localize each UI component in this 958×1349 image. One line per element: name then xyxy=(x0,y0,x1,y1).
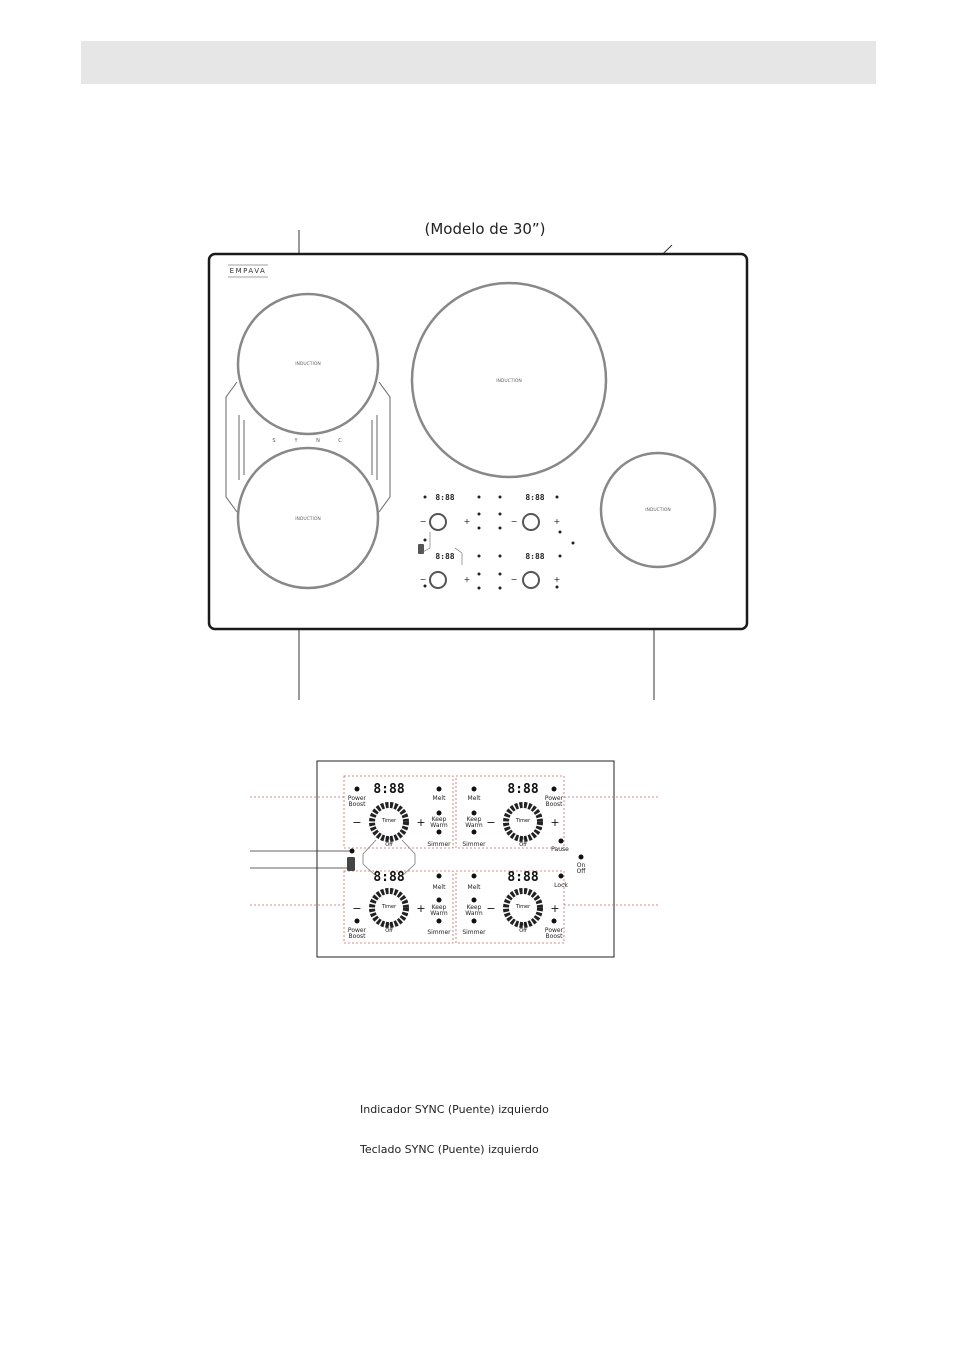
on-label: On xyxy=(385,922,393,928)
zone-label: INDUCTION xyxy=(295,362,321,367)
melt-label: Melt xyxy=(432,795,446,802)
melt-button[interactable] xyxy=(437,874,442,879)
power-boost-label: Power xyxy=(544,927,564,934)
mini-display: 8:88 xyxy=(435,493,455,502)
power-boost-button[interactable] xyxy=(355,919,360,924)
brand-text: EMPAVA xyxy=(229,267,267,275)
timer-label: Timer xyxy=(515,904,531,910)
off-label: Off xyxy=(576,868,586,875)
plus-button[interactable]: + xyxy=(416,902,426,915)
sync-letter: Y xyxy=(294,438,298,444)
on-label: On xyxy=(519,922,527,928)
melt-label: Melt xyxy=(432,884,446,891)
simmer-label: Simmer xyxy=(427,841,451,848)
power-boost-button[interactable] xyxy=(552,787,557,792)
on-label: On xyxy=(576,862,586,869)
svg-text:+: + xyxy=(553,517,561,526)
power-boost-label: Power xyxy=(347,927,367,934)
model-title: (Modelo de 30”) xyxy=(424,220,546,238)
keep-warm-label: Warm xyxy=(430,910,448,917)
sync-letter: S xyxy=(272,438,276,444)
power-boost-label: Power xyxy=(544,795,564,802)
power-boost-label: Boost xyxy=(348,933,366,940)
simmer-button[interactable] xyxy=(472,830,477,835)
keep-warm-label: Keep xyxy=(466,816,482,823)
timer-display: 8:88 xyxy=(373,782,405,797)
off-label: Off xyxy=(519,842,527,848)
keep-warm-label: Keep xyxy=(431,816,447,823)
simmer-button[interactable] xyxy=(437,830,442,835)
sync-indicator-dot xyxy=(350,849,355,854)
timer-label: Timer xyxy=(381,818,397,824)
svg-text:−: − xyxy=(419,517,427,526)
simmer-label: Simmer xyxy=(462,929,486,936)
sync-keypad[interactable] xyxy=(347,857,355,871)
sync-letter: C xyxy=(338,438,342,444)
power-boost-button[interactable] xyxy=(355,787,360,792)
zone-label: INDUCTION xyxy=(645,508,671,513)
keep-warm-button[interactable] xyxy=(472,898,477,903)
timer-display: 8:88 xyxy=(507,782,539,797)
note-sync-indicator: Indicador SYNC (Puente) izquierdo xyxy=(360,1103,549,1116)
minus-button[interactable]: − xyxy=(486,902,496,915)
svg-text:+: + xyxy=(463,575,471,584)
off-label: Off xyxy=(519,928,527,934)
power-boost-label: Boost xyxy=(348,801,366,808)
melt-button[interactable] xyxy=(437,787,442,792)
keep-warm-button[interactable] xyxy=(437,811,442,816)
minus-button[interactable]: − xyxy=(486,816,496,829)
minus-button[interactable]: − xyxy=(352,816,362,829)
lock-label: Lock xyxy=(554,882,568,889)
power-boost-label: Boost xyxy=(545,801,563,808)
svg-text:−: − xyxy=(419,575,427,584)
plus-button[interactable]: + xyxy=(550,816,560,829)
keep-warm-label: Warm xyxy=(465,822,483,829)
lock-button[interactable] xyxy=(559,874,564,879)
power-boost-label: Power xyxy=(347,795,367,802)
timer-display: 8:88 xyxy=(507,870,539,885)
keep-warm-label: Keep xyxy=(431,904,447,911)
sync-letter: N xyxy=(316,438,320,444)
zone-label: INDUCTION xyxy=(295,517,321,522)
simmer-label: Simmer xyxy=(462,841,486,848)
keep-warm-label: Warm xyxy=(430,822,448,829)
timer-label: Timer xyxy=(515,818,531,824)
plus-button[interactable]: + xyxy=(416,816,426,829)
off-label: Off xyxy=(385,842,393,848)
mini-display: 8:88 xyxy=(525,493,545,502)
svg-text:+: + xyxy=(553,575,561,584)
mini-display: 8:88 xyxy=(435,552,455,561)
on-off-button[interactable] xyxy=(579,855,584,860)
pause-button[interactable] xyxy=(559,839,564,844)
minus-button[interactable]: − xyxy=(352,902,362,915)
power-boost-button[interactable] xyxy=(552,919,557,924)
simmer-label: Simmer xyxy=(427,929,451,936)
timer-label: Timer xyxy=(381,904,397,910)
melt-button[interactable] xyxy=(472,787,477,792)
note-sync-keypad: Teclado SYNC (Puente) izquierdo xyxy=(360,1143,539,1156)
melt-label: Melt xyxy=(467,795,481,802)
keep-warm-button[interactable] xyxy=(437,898,442,903)
pause-label: Pause xyxy=(551,846,569,853)
plus-button[interactable]: + xyxy=(550,902,560,915)
keep-warm-label: Keep xyxy=(466,904,482,911)
svg-text:−: − xyxy=(510,517,518,526)
on-label: On xyxy=(519,836,527,842)
keep-warm-label: Warm xyxy=(465,910,483,917)
simmer-button[interactable] xyxy=(472,919,477,924)
timer-display: 8:88 xyxy=(373,870,405,885)
keep-warm-button[interactable] xyxy=(472,811,477,816)
svg-text:+: + xyxy=(463,517,471,526)
svg-text:−: − xyxy=(510,575,518,584)
melt-label: Melt xyxy=(467,884,481,891)
simmer-button[interactable] xyxy=(437,919,442,924)
melt-button[interactable] xyxy=(472,874,477,879)
on-label: On xyxy=(385,836,393,842)
zone-label: INDUCTION xyxy=(496,379,522,384)
off-label: Off xyxy=(385,928,393,934)
power-boost-label: Boost xyxy=(545,933,563,940)
mini-display: 8:88 xyxy=(525,552,545,561)
